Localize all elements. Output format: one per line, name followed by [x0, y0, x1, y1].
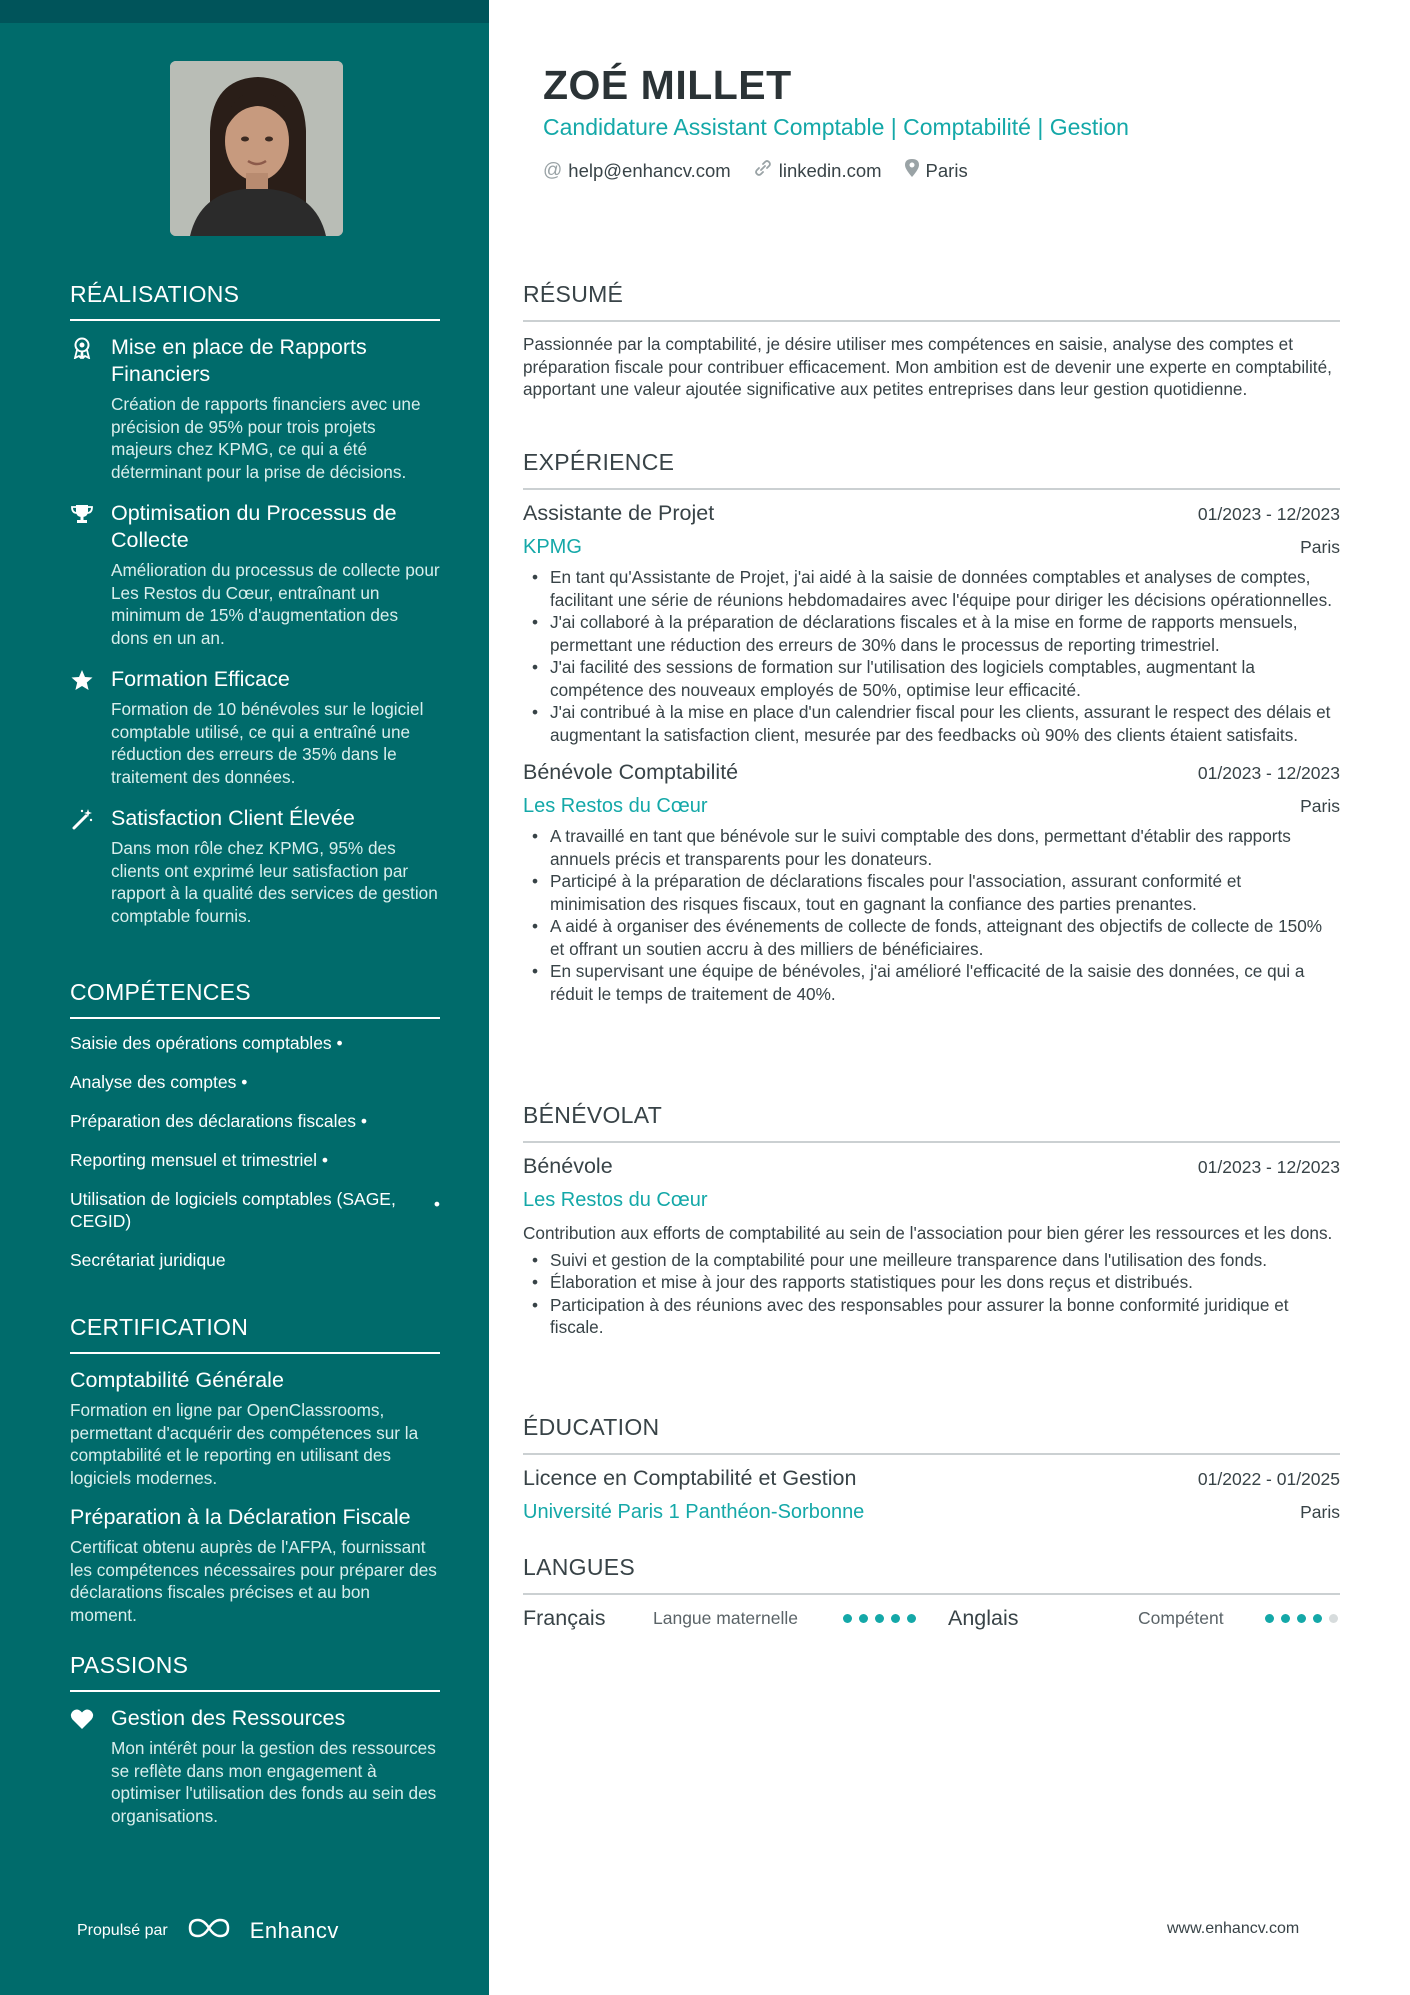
job-bullet: • J'ai collaboré à la préparation de déclarations fiscales et à la mise en forme de rapports mensuels, permettant une réduction des erreurs de 30% dans le processus de reporting trimestriel.	[523, 611, 1340, 656]
languages-row	[523, 1606, 1340, 1631]
skill-label: Analyse des comptes	[70, 1072, 237, 1092]
cert-desc: Certificat obtenu auprès de l'AFPA, fournissant les compétences nécessaires pour préparer des déclarations fiscales précises et au bon moment.	[70, 1537, 437, 1625]
education-degree: Licence en Comptabilité et Gestion	[523, 1466, 857, 1490]
linkedin-text: linkedin.com	[778, 159, 882, 181]
job-bullets	[523, 566, 1340, 746]
language-rating-francais	[843, 1614, 948, 1623]
skill-label: Reporting mensuel et trimestriel	[70, 1150, 318, 1170]
rating-dot-filled	[875, 1614, 884, 1623]
languages-heading: LANGUES	[523, 1554, 1340, 1595]
education-school: Université Paris 1 Panthéon-Sorbonne	[523, 1501, 865, 1523]
skill-label: Préparation des déclarations fiscales	[70, 1111, 356, 1131]
achievement-item	[70, 666, 440, 788]
language-name: Français	[523, 1606, 606, 1630]
volunteer-bullet: • Suivi et gestion de la comptabilité pour une meilleure transparence dans l'utilisation des fonds.	[523, 1249, 1340, 1272]
skills-section	[70, 979, 440, 1288]
linkedin-contact[interactable]	[753, 158, 882, 183]
achievement-title: Mise en place de Rapports Financiers	[111, 335, 367, 386]
achievement-desc: Amélioration du processus de collecte pour Les Restos du Cœur, entraînant un minimum de 15% d'augmentation des dons en un an.	[111, 560, 440, 648]
job-bullets	[523, 825, 1340, 1005]
passion-desc: Mon intérêt pour la gestion des ressources se reflète dans mon engagement à optimiser l'utilisation des fonds au sein des organisations.	[111, 1738, 437, 1826]
volunteer-bullets	[523, 1249, 1340, 1339]
map-pin-icon	[904, 158, 920, 183]
achievement-desc: Création de rapports financiers avec une précision de 95% pour trois projets majeurs chez KPMG, ce qui a été déterminant pour la prise de décisions.	[111, 394, 421, 482]
skill-item: Préparation des déclarations fiscales •	[70, 1111, 367, 1131]
sidebar-top-band	[0, 0, 489, 23]
language-name: Anglais	[948, 1606, 1019, 1630]
skill-item: Analyse des comptes •	[70, 1072, 248, 1092]
footer-url[interactable]: www.enhancv.com	[1167, 1920, 1300, 1937]
rating-dot-filled	[1313, 1614, 1322, 1623]
skill-item: Utilisation de logiciels comptables (SAGE, CEGID) •	[70, 1189, 440, 1231]
job-bullet: • En supervisant une équipe de bénévoles, j'ai amélioré l'efficacité de la saisie des données, ce qui a réduit le temps de traitement de 40%.	[523, 960, 1340, 1005]
volunteer-org: Les Restos du Cœur	[523, 1189, 708, 1211]
certification-section	[70, 1314, 440, 1641]
powered-by-label: Propulsé par	[77, 1921, 168, 1939]
job-location: Paris	[1300, 796, 1340, 816]
certification-heading: CERTIFICATION	[70, 1314, 440, 1354]
education-heading: ÉDUCATION	[523, 1414, 1340, 1455]
rating-dot-empty	[1329, 1614, 1338, 1623]
education-section	[523, 1414, 1340, 1524]
heart-icon	[70, 1707, 94, 1731]
achievements-heading: RÉALISATIONS	[70, 281, 440, 321]
achievement-item	[70, 500, 440, 649]
experience-heading: EXPÉRIENCE	[523, 449, 1340, 490]
enhancv-brand: Enhancv	[249, 1917, 339, 1943]
job-bullet: • A travaillé en tant que bénévole sur le suivi comptable des dons, permettant d'établir des rapports annuels précis et transparents pour les donateurs.	[523, 825, 1340, 870]
achievement-item	[70, 805, 440, 927]
location-text: Paris	[925, 159, 968, 181]
skills-heading: COMPÉTENCES	[70, 979, 440, 1019]
powered-by	[77, 1916, 339, 1945]
achievement-desc: Formation de 10 bénévoles sur le logiciel comptable utilisé, ce qui a entraîné une réduction des erreurs de 35% dans le traitement des données.	[111, 699, 424, 787]
volunteer-role: Bénévole	[523, 1154, 613, 1178]
language-level: Compétent	[1138, 1608, 1224, 1628]
job-bullet: • Participé à la préparation de déclarations fiscales pour l'association, assurant conformité et minimisation des risques fiscaux, tout en gagnant la confiance des parties prenantes.	[523, 870, 1340, 915]
skill-item	[70, 1249, 440, 1271]
languages-section	[523, 1554, 1340, 1631]
passion-item	[70, 1705, 440, 1827]
achievement-item	[70, 334, 440, 483]
skill-label: Utilisation de logiciels comptables (SAGE, CEGID)	[70, 1189, 396, 1231]
ribbon-icon	[70, 336, 94, 360]
achievement-title: Optimisation du Processus de Collecte	[111, 501, 397, 552]
contact-info	[543, 158, 968, 183]
achievement-desc: Dans mon rôle chez KPMG, 95% des clients ont exprimé leur satisfaction par rapport à la qualité des services de gestion comptable fournis.	[111, 838, 438, 926]
job-role: Bénévole Comptabilité	[523, 760, 739, 784]
rating-dot-filled	[1265, 1614, 1274, 1623]
job-role: Assistante de Projet	[523, 501, 715, 525]
job-dates: 01/2023 - 12/2023	[1197, 763, 1340, 783]
skill-label: Secrétariat juridique	[70, 1250, 226, 1270]
sidebar	[0, 0, 489, 1995]
cert-title: Préparation à la Déclaration Fiscale	[70, 1505, 411, 1529]
achievements-section	[70, 281, 440, 944]
volunteer-desc: Contribution aux efforts de comptabilité au sein de l'association pour bien gérer les ressources et les dons.	[523, 1223, 1333, 1243]
skill-label: Saisie des opérations comptables	[70, 1033, 332, 1053]
email-contact[interactable]	[543, 158, 731, 183]
magic-wand-icon	[70, 807, 94, 831]
rating-dot-filled	[891, 1614, 900, 1623]
rating-dot-filled	[843, 1614, 852, 1623]
trophy-icon	[70, 502, 94, 526]
job-bullet: • J'ai contribué à la mise en place d'un calendrier fiscal pour les clients, assurant le respect des délais et augmentant la satisfaction client, mesurée par des feedbacks où 90% des clients étaient satisfaits.	[523, 701, 1340, 746]
experience-section	[523, 449, 1340, 1019]
at-icon: @	[543, 159, 563, 181]
experience-item	[523, 501, 1340, 746]
rating-dot-filled	[1297, 1614, 1306, 1623]
enhancv-logo-icon	[186, 1916, 232, 1945]
star-icon	[70, 668, 94, 692]
link-icon	[753, 158, 773, 183]
rating-dot-filled	[1281, 1614, 1290, 1623]
summary-text: Passionnée par la comptabilité, je désire utiliser mes compétences en saisie, analyse des comptes et préparation fiscale pour contribuer efficacement. Mon ambition est de devenir une experte en comptabilité, apportant une valeur ajoutée significative aux petites entreprises dans leur gestion quotidienne.	[523, 334, 1332, 399]
candidate-name: ZOÉ MILLET	[543, 62, 792, 108]
location-contact	[904, 158, 968, 183]
job-location: Paris	[1300, 537, 1340, 557]
volunteer-dates: 01/2023 - 12/2023	[1197, 1157, 1340, 1177]
summary-section	[523, 281, 1340, 401]
profile-photo	[170, 61, 343, 236]
job-company: Les Restos du Cœur	[523, 795, 708, 817]
language-level: Langue maternelle	[653, 1608, 798, 1628]
experience-item	[523, 760, 1340, 1005]
cert-title: Comptabilité Générale	[70, 1368, 284, 1392]
summary-heading: RÉSUMÉ	[523, 281, 1340, 322]
passions-section	[70, 1652, 440, 1844]
job-dates: 01/2023 - 12/2023	[1197, 504, 1340, 524]
candidate-subtitle: Candidature Assistant Comptable | Comptabilité | Gestion	[543, 114, 1129, 140]
job-bullet: • En tant qu'Assistante de Projet, j'ai aidé à la saisie de données comptables et analyses de comptes, facilitant une série de réunions hebdomadaires avec l'équipe pour diriger les décisions opérationnelles.	[523, 566, 1340, 611]
language-rating-anglais	[1265, 1614, 1338, 1623]
achievement-title: Formation Efficace	[111, 667, 290, 691]
skill-item: Saisie des opérations comptables •	[70, 1033, 343, 1053]
passions-heading: PASSIONS	[70, 1652, 440, 1692]
job-bullet: • J'ai facilité des sessions de formation sur l'utilisation des logiciels comptables, augmentant la compétence des nouveaux employés de 50%, optimise leur efficacité.	[523, 656, 1340, 701]
job-bullet: • A aidé à organiser des événements de collecte de fonds, atteignant des objectifs de collecte de 150% et offrant un soutien accru à des milliers de bénéficiaires.	[523, 915, 1340, 960]
volunteer-heading: BÉNÉVOLAT	[523, 1102, 1340, 1143]
skill-item: Reporting mensuel et trimestriel •	[70, 1150, 329, 1170]
email-text: help@enhancv.com	[568, 159, 731, 181]
cert-desc: Formation en ligne par OpenClassrooms, permettant d'acquérir des compétences sur la comptabilité et le reporting en utilisant des logiciels modernes.	[70, 1400, 419, 1488]
education-dates: 01/2022 - 01/2025	[1197, 1469, 1340, 1489]
achievement-title: Satisfaction Client Élevée	[111, 806, 355, 830]
passion-title: Gestion des Ressources	[111, 1706, 346, 1730]
rating-dot-filled	[907, 1614, 916, 1623]
education-location: Paris	[1300, 1502, 1340, 1522]
volunteer-bullet: • Élaboration et mise à jour des rapports statistiques pour les dons reçus et distribués.	[523, 1271, 1340, 1294]
volunteer-bullet: • Participation à des réunions avec des responsables pour assurer la bonne conformité juridique et fiscale.	[523, 1294, 1340, 1339]
volunteer-section	[523, 1102, 1340, 1339]
job-company: KPMG	[523, 536, 582, 558]
rating-dot-filled	[859, 1614, 868, 1623]
